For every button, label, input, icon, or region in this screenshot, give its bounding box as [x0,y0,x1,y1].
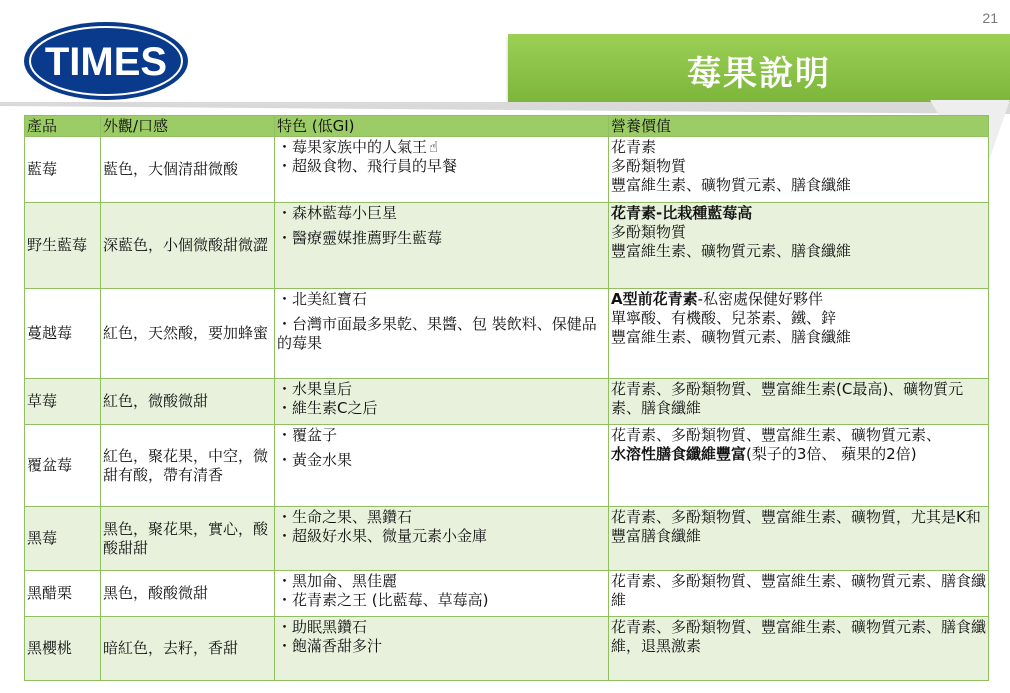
feature-line [277,157,606,176]
nutrition-text: 單寧酸、有機酸、兒茶素、鐵、鋅 [611,309,837,327]
feature-text: ・助眠黑鑽石 [277,618,368,636]
table-row [25,617,989,681]
feature-text: ・生命之果、黑鑽石 [277,508,413,526]
nutrition-highlight: A型前花青素 [611,290,698,308]
nutrition-line [611,508,986,546]
feature-line [277,637,606,656]
nutrition-highlight: 水溶性膳食纖維豐富 [611,445,747,463]
nutrition-line [611,445,986,464]
table-row [25,425,989,507]
features-cell [275,617,609,681]
features-cell [275,571,609,617]
feature-line [277,572,606,591]
page-title: 莓果說明 [687,54,831,94]
features-cell [275,379,609,425]
nutrition-line [611,157,986,176]
table-row [25,507,989,571]
feature-line [277,426,606,445]
nutrition-text: 豐富維生素、礦物質元素、膳食纖維 [611,328,852,346]
nutrition-line [611,242,986,261]
pointing-hand-icon: ☝ [429,138,439,156]
product-cell: 野生藍莓 [25,203,101,289]
feature-text: ・超級好水果、微量元素小金庫 [277,527,488,545]
nutrition-line [611,380,986,418]
appearance-cell: 黑色，酸酸微甜 [101,571,275,617]
feature-line [277,204,606,223]
feature-line [277,618,606,637]
nutrition-text: 花青素、多酚類物質、豐富維生素、礦物質元素、膳食纖維 [611,572,987,609]
nutrition-line [611,309,986,328]
table-row [25,289,989,379]
nutrition-line [611,138,986,157]
feature-text: ・台灣市面最多果乾、果醬、包 裝飲料、保健品的莓果 [277,315,597,352]
nutrition-text: 花青素、多酚類物質、豐富維生素、礦物質元素、 [611,426,942,444]
appearance-cell: 紅色，天然酸，要加蜂蜜 [101,289,275,379]
appearance-cell: 紅色，聚花果，中空，微甜有酸，帶有清香 [101,425,275,507]
nutrition-text: 豐富維生素、礦物質元素、膳食纖維 [611,242,852,260]
product-cell: 覆盆莓 [25,425,101,507]
feature-text: ・森林藍莓小巨星 [277,204,398,222]
nutrition-text: 豐富維生素、礦物質元素、膳食纖維 [611,176,852,194]
nutrition-cell [609,507,989,571]
feature-line [277,451,606,470]
feature-text: ・超級食物、飛行員的早餐 [277,157,458,175]
header-features: 特色 (低GI) [275,116,609,137]
feature-text: ・飽滿香甜多汁 [277,637,383,655]
nutrition-cell [609,289,989,379]
berry-table [24,115,989,681]
table-row [25,203,989,289]
nutrition-text: 花青素、多酚類物質、豐富維生素(C最高)、礦物質元素、膳食纖維 [611,380,964,417]
feature-text: ・覆盆子 [277,426,338,444]
nutrition-cell [609,137,989,203]
feature-line [277,508,606,527]
nutrition-text: (梨子的3倍、 蘋果的2倍) [746,445,917,463]
nutrition-cell [609,203,989,289]
product-cell: 黑醋栗 [25,571,101,617]
feature-line [277,138,606,157]
feature-line [277,399,606,418]
feature-line [277,315,606,353]
feature-text: ・醫療靈媒推薦野生藍莓 [277,229,443,247]
nutrition-cell [609,425,989,507]
table-row [25,571,989,617]
nutrition-line [611,426,986,445]
nutrition-line [611,223,986,242]
product-cell: 蔓越莓 [25,289,101,379]
features-cell [275,289,609,379]
feature-text: ・黑加侖、黑佳麗 [277,572,398,590]
nutrition-text: 花青素、多酚類物質、豐富維生素、礦物質元素、膳食纖維，退黑激素 [611,618,987,655]
feature-text: ・莓果家族中的人氣王 [277,138,428,156]
header-nutrition: 營養價值 [609,116,989,137]
feature-text: ・花青素之王 (比藍莓、草莓高) [277,591,489,609]
features-cell [275,507,609,571]
appearance-cell: 深藍色，小個微酸甜微澀 [101,203,275,289]
product-cell: 黑櫻桃 [25,617,101,681]
feature-line [277,527,606,546]
nutrition-line [611,618,986,656]
nutrition-cell [609,571,989,617]
table-row [25,379,989,425]
page-number: 21 [982,10,998,26]
appearance-cell: 暗紅色，去籽，香甜 [101,617,275,681]
features-cell [275,425,609,507]
feature-line [277,229,606,248]
table-header-row [25,116,989,137]
nutrition-text: 花青素 [611,138,657,156]
appearance-cell: 紅色，微酸微甜 [101,379,275,425]
nutrition-highlight: 花青素-比栽種藍莓高 [611,204,753,222]
feature-text: ・維生素C之后 [277,399,378,417]
nutrition-line [611,204,986,223]
header-bar [508,34,1010,102]
feature-text: ・北美紅寶石 [277,290,368,308]
nutrition-cell [609,379,989,425]
nutrition-line [611,290,986,309]
times-logo [22,20,190,102]
appearance-cell: 藍色，大個清甜微酸 [101,137,275,203]
features-cell [275,203,609,289]
nutrition-text: 花青素、多酚類物質、豐富維生素、礦物質，尤其是K和豐富膳食纖維 [611,508,981,545]
product-cell: 黑莓 [25,507,101,571]
nutrition-line [611,572,986,610]
nutrition-text: 多酚類物質 [611,223,687,241]
feature-line [277,380,606,399]
table-row [25,137,989,203]
feature-text: ・水果皇后 [277,380,353,398]
nutrition-cell [609,617,989,681]
nutrition-line [611,176,986,195]
product-cell: 草莓 [25,379,101,425]
nutrition-line [611,328,986,347]
header-appearance: 外觀/口感 [101,116,275,137]
feature-line [277,591,606,610]
product-cell: 藍莓 [25,137,101,203]
feature-text: ・黃金水果 [277,451,353,469]
berry-table-container [24,115,988,681]
nutrition-text: 多酚類物質 [611,157,687,175]
feature-line [277,290,606,309]
header-product: 產品 [25,116,101,137]
nutrition-text: -私密處保健好夥伴 [697,290,824,308]
features-cell [275,137,609,203]
logo-text: TIMES [44,40,168,84]
appearance-cell: 黑色，聚花果，實心，酸酸甜甜 [101,507,275,571]
